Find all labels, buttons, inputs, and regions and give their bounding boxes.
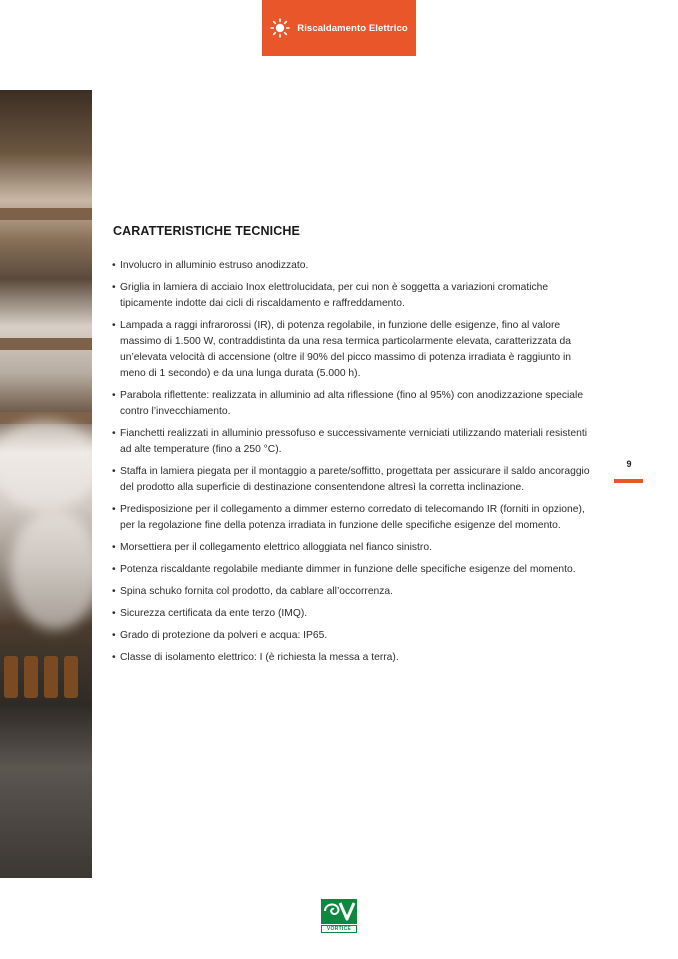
kitchen-photo: [0, 90, 92, 878]
category-label: Riscaldamento Elettrico: [297, 22, 408, 34]
list-item: • Fianchetti realizzati in alluminio pressofuso e successivamente verniciati utilizzando materiali resistenti ad alte temperature (fino a 250 °C).: [113, 426, 591, 458]
list-item: • Parabola riflettente: realizzata in alluminio ad alta riflessione (fino al 95%) con anodizzazione speciale contro l’invecchiamento.: [113, 388, 591, 420]
photo-shelf: [0, 338, 92, 350]
sun-icon: [270, 18, 290, 38]
list-item: • Spina schuko fornita col prodotto, da cablare all’occorrenza.: [113, 584, 591, 600]
list-item: • Morsettiera per il collegamento elettrico alloggiata nel fianco sinistro.: [113, 540, 591, 556]
list-item: • Grado di protezione da polveri e acqua: IP65.: [113, 628, 591, 644]
specs-list: [113, 258, 591, 666]
page-number: 9: [626, 459, 632, 469]
vortice-logo-icon: [321, 899, 357, 924]
photo-jar: [24, 656, 38, 698]
list-item: • Sicurezza certificata da ente terzo (IMQ).: [113, 606, 591, 622]
photo-jar: [44, 656, 58, 698]
list-item: • Predisposizione per il collegamento a dimmer esterno corredato di telecomando IR (forniti in opzione), per la regolazione fine della potenza irradiata in funzione delle specifiche esigenze del momento.: [113, 502, 591, 534]
category-header: [262, 0, 416, 56]
photo-steam: [0, 420, 92, 510]
section-title: CARATTERISTICHE TECNICHE: [113, 224, 300, 238]
vortice-logo: [321, 899, 357, 933]
photo-steam: [10, 510, 92, 630]
list-item: • Involucro in alluminio estruso anodizzato.: [113, 258, 591, 274]
photo-jar: [4, 656, 18, 698]
page-marker: [614, 479, 643, 483]
technical-specs: [113, 224, 591, 672]
photo-shelf: [0, 208, 92, 220]
list-item: • Lampada a raggi infrarorossi (IR), di potenza regolabile, in funzione delle esigenze, fino al valore massimo di 1.500 W, contraddistinta da una resa termica particolarmente elevata, caratterizzata da un’elevata velocità di accensione (oltre il 90% del picco massimo di potenza irradiata è raggiunto in meno di 1 secondo) e da una lunga durata (5.000 h).: [113, 318, 591, 382]
photo-jar: [64, 656, 78, 698]
list-item: • Griglia in lamiera di acciaio Inox elettrolucidata, per cui non è soggetta a variazioni cromatiche tipicamente indotte dai cicli di riscaldamento e raffreddamento.: [113, 280, 591, 312]
list-item: • Classe di isolamento elettrico: I (è richiesta la messa a terra).: [113, 650, 591, 666]
logo-wordmark: VORTICE: [321, 925, 357, 933]
list-item: • Staffa in lamiera piegata per il montaggio a parete/soffitto, progettata per assicurare il saldo ancoraggio del prodotto alla superficie di destinazione consentendone altresì la corretta inclinazione.: [113, 464, 591, 496]
list-item: • Potenza riscaldante regolabile mediante dimmer in funzione delle specifiche esigenze del momento.: [113, 562, 591, 578]
